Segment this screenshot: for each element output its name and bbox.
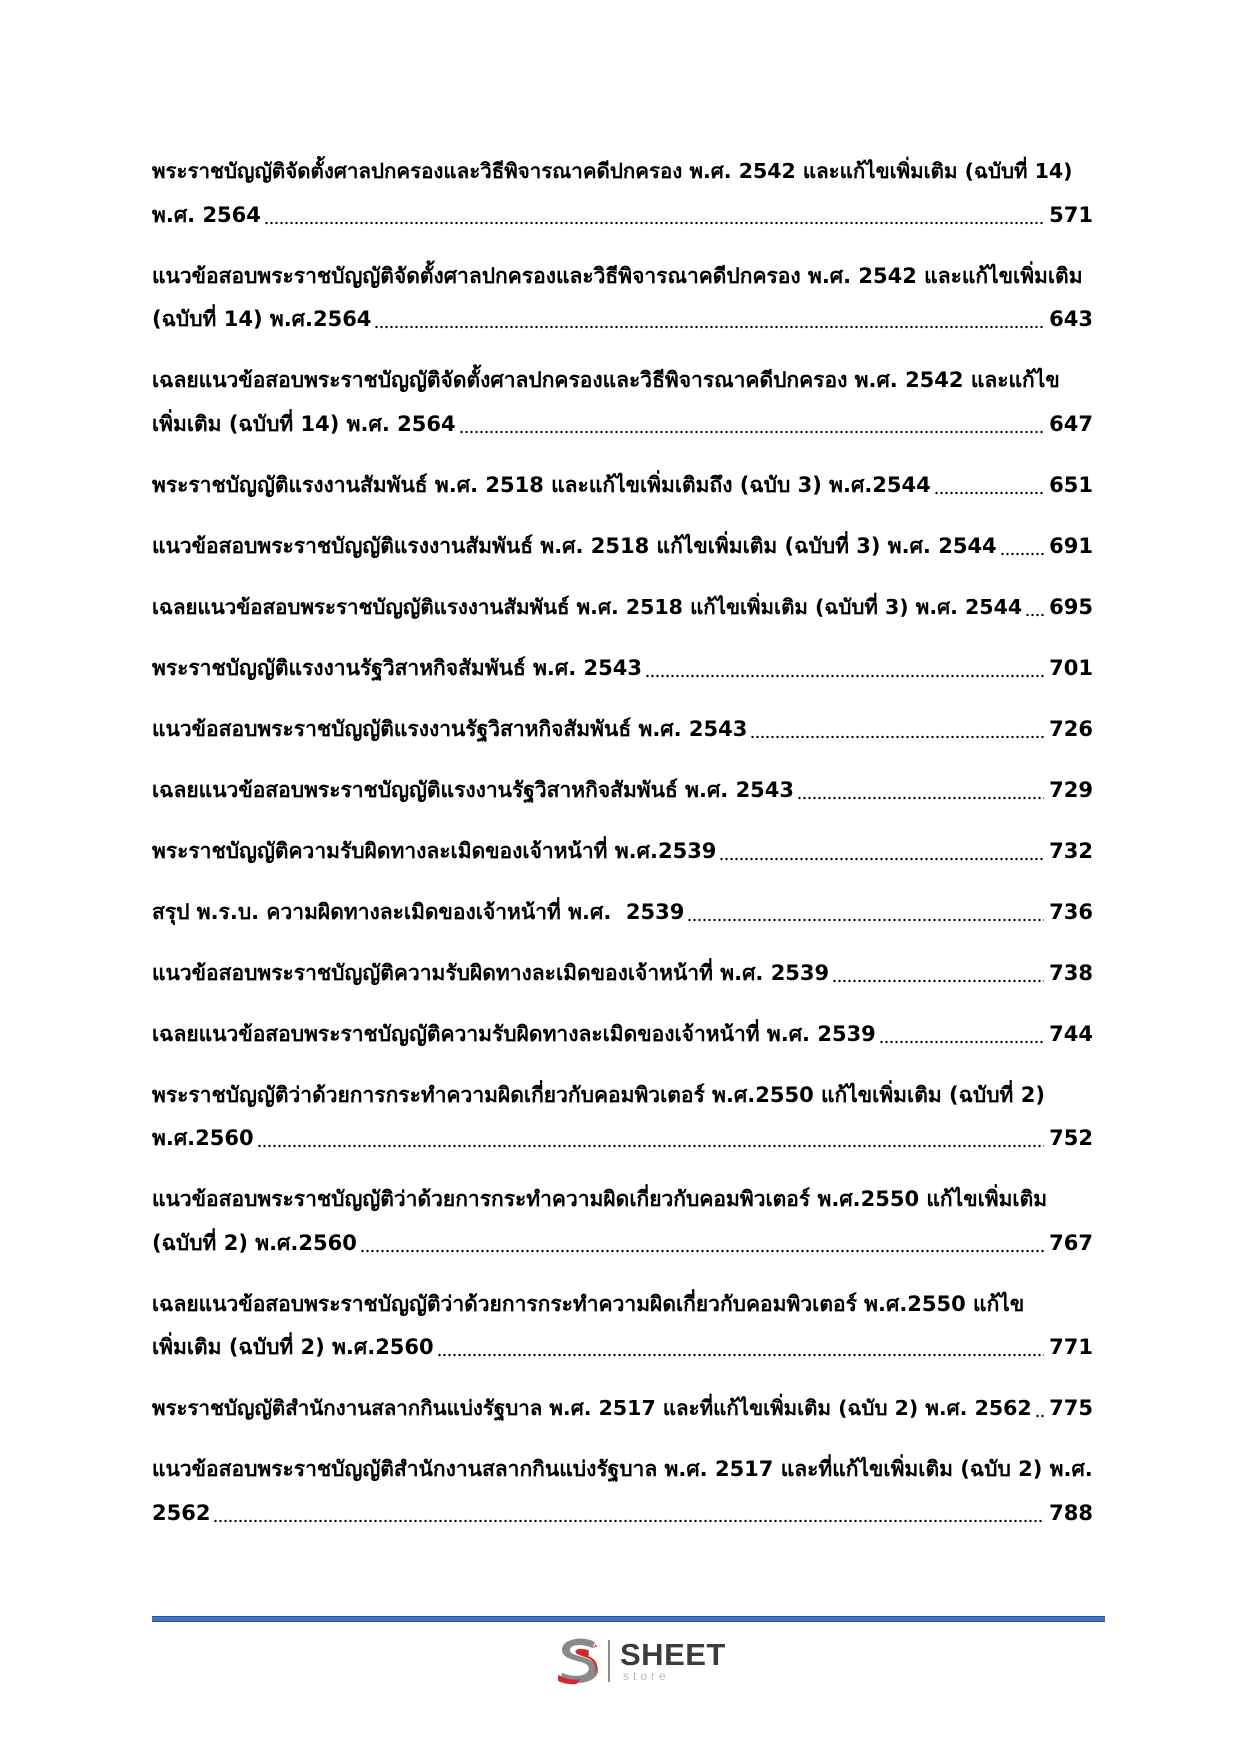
toc-entry-line bbox=[152, 1326, 1093, 1370]
toc-entry-line bbox=[152, 1013, 1093, 1057]
toc-page-number: 643 bbox=[1049, 307, 1093, 331]
toc-entry-line bbox=[152, 464, 1093, 508]
toc-entry-line bbox=[152, 150, 1093, 194]
dot-leader bbox=[832, 952, 1044, 996]
toc-entry bbox=[152, 1074, 1093, 1161]
dot-leader bbox=[264, 194, 1044, 238]
toc-entry bbox=[152, 464, 1093, 508]
dot-leader bbox=[1035, 1387, 1044, 1431]
toc-page-number: 729 bbox=[1049, 777, 1093, 802]
toc-entry-line bbox=[152, 194, 1093, 238]
toc-entry-title: แนวข้อสอบพระราชบัญญัติแรงงานสัมพันธ์ พ.ศ. 2518 แก้ไขเพิ่มเติม (ฉบับที่ 3) พ.ศ. 2544 bbox=[152, 533, 997, 558]
dot-leader bbox=[750, 708, 1044, 752]
toc-entry bbox=[152, 1283, 1093, 1370]
toc-entry-line bbox=[152, 1387, 1093, 1431]
logo-tagline-text: store bbox=[623, 1669, 670, 1683]
toc-entry-title: เพิ่มเติม (ฉบับที่ 2) พ.ศ.2560 bbox=[152, 1335, 434, 1359]
toc-entry bbox=[152, 150, 1093, 237]
toc-page-number: 571 bbox=[1049, 202, 1093, 227]
toc-entry bbox=[152, 769, 1093, 813]
toc-entry-line bbox=[152, 586, 1093, 630]
toc-entry-title: พระราชบัญญัติความรับผิดทางละเมิดของเจ้าหน้าที่ พ.ศ.2539 bbox=[152, 838, 717, 863]
toc-page-number: 651 bbox=[1049, 472, 1093, 497]
toc-entry-title: เฉลยแนวข้อสอบพระราชบัญญัติแรงงานรัฐวิสาหกิจสัมพันธ์ พ.ศ. 2543 bbox=[152, 777, 795, 802]
toc-page-number: 691 bbox=[1049, 533, 1093, 558]
toc-entry bbox=[152, 830, 1093, 874]
toc-entry-line bbox=[152, 952, 1093, 996]
toc-page-number: 771 bbox=[1049, 1335, 1093, 1359]
toc-page-number: 788 bbox=[1049, 1500, 1093, 1525]
toc-entry bbox=[152, 708, 1093, 752]
toc-entry bbox=[152, 1178, 1093, 1265]
toc-entry-line bbox=[152, 1222, 1093, 1266]
dot-leader bbox=[213, 1492, 1044, 1536]
toc-entry-title: แนวข้อสอบพระราชบัญญัติแรงงานรัฐวิสาหกิจสัมพันธ์ พ.ศ. 2543 bbox=[152, 716, 748, 741]
toc-entry bbox=[152, 1387, 1093, 1431]
toc-entry-line bbox=[152, 1117, 1093, 1161]
toc-entry-title: เฉลยแนวข้อสอบพระราชบัญญัติความรับผิดทางละเมิดของเจ้าหน้าที่ พ.ศ. 2539 bbox=[152, 1021, 876, 1046]
toc-page-number: 775 bbox=[1049, 1396, 1093, 1420]
toc-page-number: 738 bbox=[1049, 960, 1093, 985]
toc-entry-line bbox=[152, 1283, 1093, 1327]
toc-entry-line bbox=[152, 298, 1093, 342]
toc-entry-line bbox=[152, 525, 1093, 569]
toc-page-number: 732 bbox=[1049, 838, 1093, 863]
dot-leader bbox=[360, 1222, 1044, 1266]
toc-page-number: 726 bbox=[1049, 716, 1093, 741]
toc-entry-title: แนวข้อสอบพระราชบัญญัติว่าด้วยการกระทำความผิดเกี่ยวกับคอมพิวเตอร์ พ.ศ.2550 แก้ไขเพิ่มเติม bbox=[152, 1187, 1048, 1211]
toc-entry bbox=[152, 255, 1093, 342]
toc-page-number: 701 bbox=[1049, 655, 1093, 680]
toc-entry-title: พระราชบัญญัติแรงงานรัฐวิสาหกิจสัมพันธ์ พ.ศ. 2543 bbox=[152, 655, 642, 680]
toc-entry-title: (ฉบับที่ 14) พ.ศ.2564 bbox=[152, 307, 372, 331]
toc-entry-line bbox=[152, 830, 1093, 874]
toc-entry-title: เฉลยแนวข้อสอบพระราชบัญญัติแรงงานสัมพันธ์ พ.ศ. 2518 แก้ไขเพิ่มเติม (ฉบับที่ 3) พ.ศ. 2544 bbox=[152, 594, 1023, 619]
toc-entry-title: เพิ่มเติม (ฉบับที่ 14) พ.ศ. 2564 bbox=[152, 411, 456, 436]
table-of-contents bbox=[152, 150, 1093, 1553]
logo-wordmark bbox=[620, 1639, 726, 1683]
toc-entry-line bbox=[152, 891, 1093, 935]
toc-entry bbox=[152, 359, 1093, 446]
sheet-store-s-logo-icon bbox=[553, 1636, 604, 1687]
toc-entry-title: แนวข้อสอบพระราชบัญญัติสำนักงานสลากกินแบ่งรัฐบาล พ.ศ. 2517 และที่แก้ไขเพิ่มเติม (ฉบับ 2) พ.ศ. bbox=[152, 1457, 1093, 1481]
logo-divider bbox=[608, 1640, 610, 1682]
sheet-store-logo bbox=[553, 1635, 726, 1687]
toc-entry bbox=[152, 891, 1093, 935]
toc-entry-line bbox=[152, 1492, 1093, 1536]
toc-page-number: 767 bbox=[1049, 1230, 1093, 1255]
toc-entry bbox=[152, 952, 1093, 996]
toc-entry-title: แนวข้อสอบพระราชบัญญัติความรับผิดทางละเมิดของเจ้าหน้าที่ พ.ศ. 2539 bbox=[152, 960, 830, 985]
dot-leader bbox=[257, 1117, 1045, 1161]
toc-entry-line bbox=[152, 255, 1093, 299]
toc-entry-title: พระราชบัญญัติจัดตั้งศาลปกครองและวิธีพิจารณาคดีปกครอง พ.ศ. 2542 และแก้ไขเพิ่มเติม (ฉบับที่ 14) bbox=[152, 159, 1073, 183]
toc-entry-line bbox=[152, 769, 1093, 813]
dot-leader bbox=[1000, 525, 1044, 569]
toc-entry-title: พ.ศ. 2564 bbox=[152, 202, 261, 227]
toc-entry-title: พระราชบัญญัติว่าด้วยการกระทำความผิดเกี่ยวกับคอมพิวเตอร์ พ.ศ.2550 แก้ไขเพิ่มเติม (ฉบับที่ 2) bbox=[152, 1082, 1045, 1107]
toc-entry-title: พระราชบัญญัติแรงงานสัมพันธ์ พ.ศ. 2518 และแก้ไขเพิ่มเติมถึง (ฉบับ 3) พ.ศ.2544 bbox=[152, 472, 931, 497]
dot-leader bbox=[437, 1326, 1045, 1370]
dot-leader bbox=[1025, 586, 1044, 630]
toc-entry-line bbox=[152, 647, 1093, 691]
toc-page-number: 752 bbox=[1049, 1126, 1093, 1150]
toc-entry-line bbox=[152, 359, 1093, 403]
toc-entry bbox=[152, 1013, 1093, 1057]
toc-entry-title: พ.ศ.2560 bbox=[152, 1126, 254, 1150]
toc-entry-title: พระราชบัญญัติสำนักงานสลากกินแบ่งรัฐบาล พ.ศ. 2517 และที่แก้ไขเพิ่มเติม (ฉบับ 2) พ.ศ. 2562 bbox=[152, 1396, 1032, 1420]
logo-brand-text: SHEET bbox=[620, 1637, 726, 1672]
toc-entry-title: เฉลยแนวข้อสอบพระราชบัญญัติจัดตั้งศาลปกครองและวิธีพิจารณาคดีปกครอง พ.ศ. 2542 และแก้ไข bbox=[152, 368, 1060, 392]
toc-entry bbox=[152, 586, 1093, 630]
dot-leader bbox=[879, 1013, 1044, 1057]
dot-leader bbox=[459, 403, 1045, 447]
toc-entry bbox=[152, 1448, 1093, 1535]
toc-page-number: 695 bbox=[1049, 594, 1093, 619]
toc-entry-title: (ฉบับที่ 2) พ.ศ.2560 bbox=[152, 1230, 357, 1255]
dot-leader bbox=[687, 891, 1044, 935]
dot-leader bbox=[719, 830, 1044, 874]
toc-entry bbox=[152, 647, 1093, 691]
toc-entry-title: 2562 bbox=[152, 1500, 211, 1525]
toc-page-number: 744 bbox=[1049, 1021, 1093, 1046]
toc-entry-title: แนวข้อสอบพระราชบัญญัติจัดตั้งศาลปกครองและวิธีพิจารณาคดีปกครอง พ.ศ. 2542 และแก้ไขเพิ่มเติม bbox=[152, 263, 1083, 288]
dot-leader bbox=[645, 647, 1044, 691]
toc-entry-line bbox=[152, 403, 1093, 447]
toc-entry-line bbox=[152, 1178, 1093, 1222]
toc-entry-title: เฉลยแนวข้อสอบพระราชบัญญัติว่าด้วยการกระทำความผิดเกี่ยวกับคอมพิวเตอร์ พ.ศ.2550 แก้ไข bbox=[152, 1291, 1025, 1316]
toc-entry-line bbox=[152, 1448, 1093, 1492]
dot-leader bbox=[374, 298, 1044, 342]
footer-divider bbox=[152, 1616, 1105, 1622]
toc-page-number: 736 bbox=[1049, 899, 1093, 924]
dot-leader bbox=[797, 769, 1044, 813]
toc-entry-line bbox=[152, 708, 1093, 752]
toc-page-number: 647 bbox=[1049, 411, 1093, 436]
toc-entry bbox=[152, 525, 1093, 569]
toc-entry-line bbox=[152, 1074, 1093, 1118]
toc-entry-title: สรุป พ.ร.บ. ความผิดทางละเมิดของเจ้าหน้าที่ พ.ศ. 2539 bbox=[152, 899, 685, 924]
dot-leader bbox=[934, 464, 1044, 508]
